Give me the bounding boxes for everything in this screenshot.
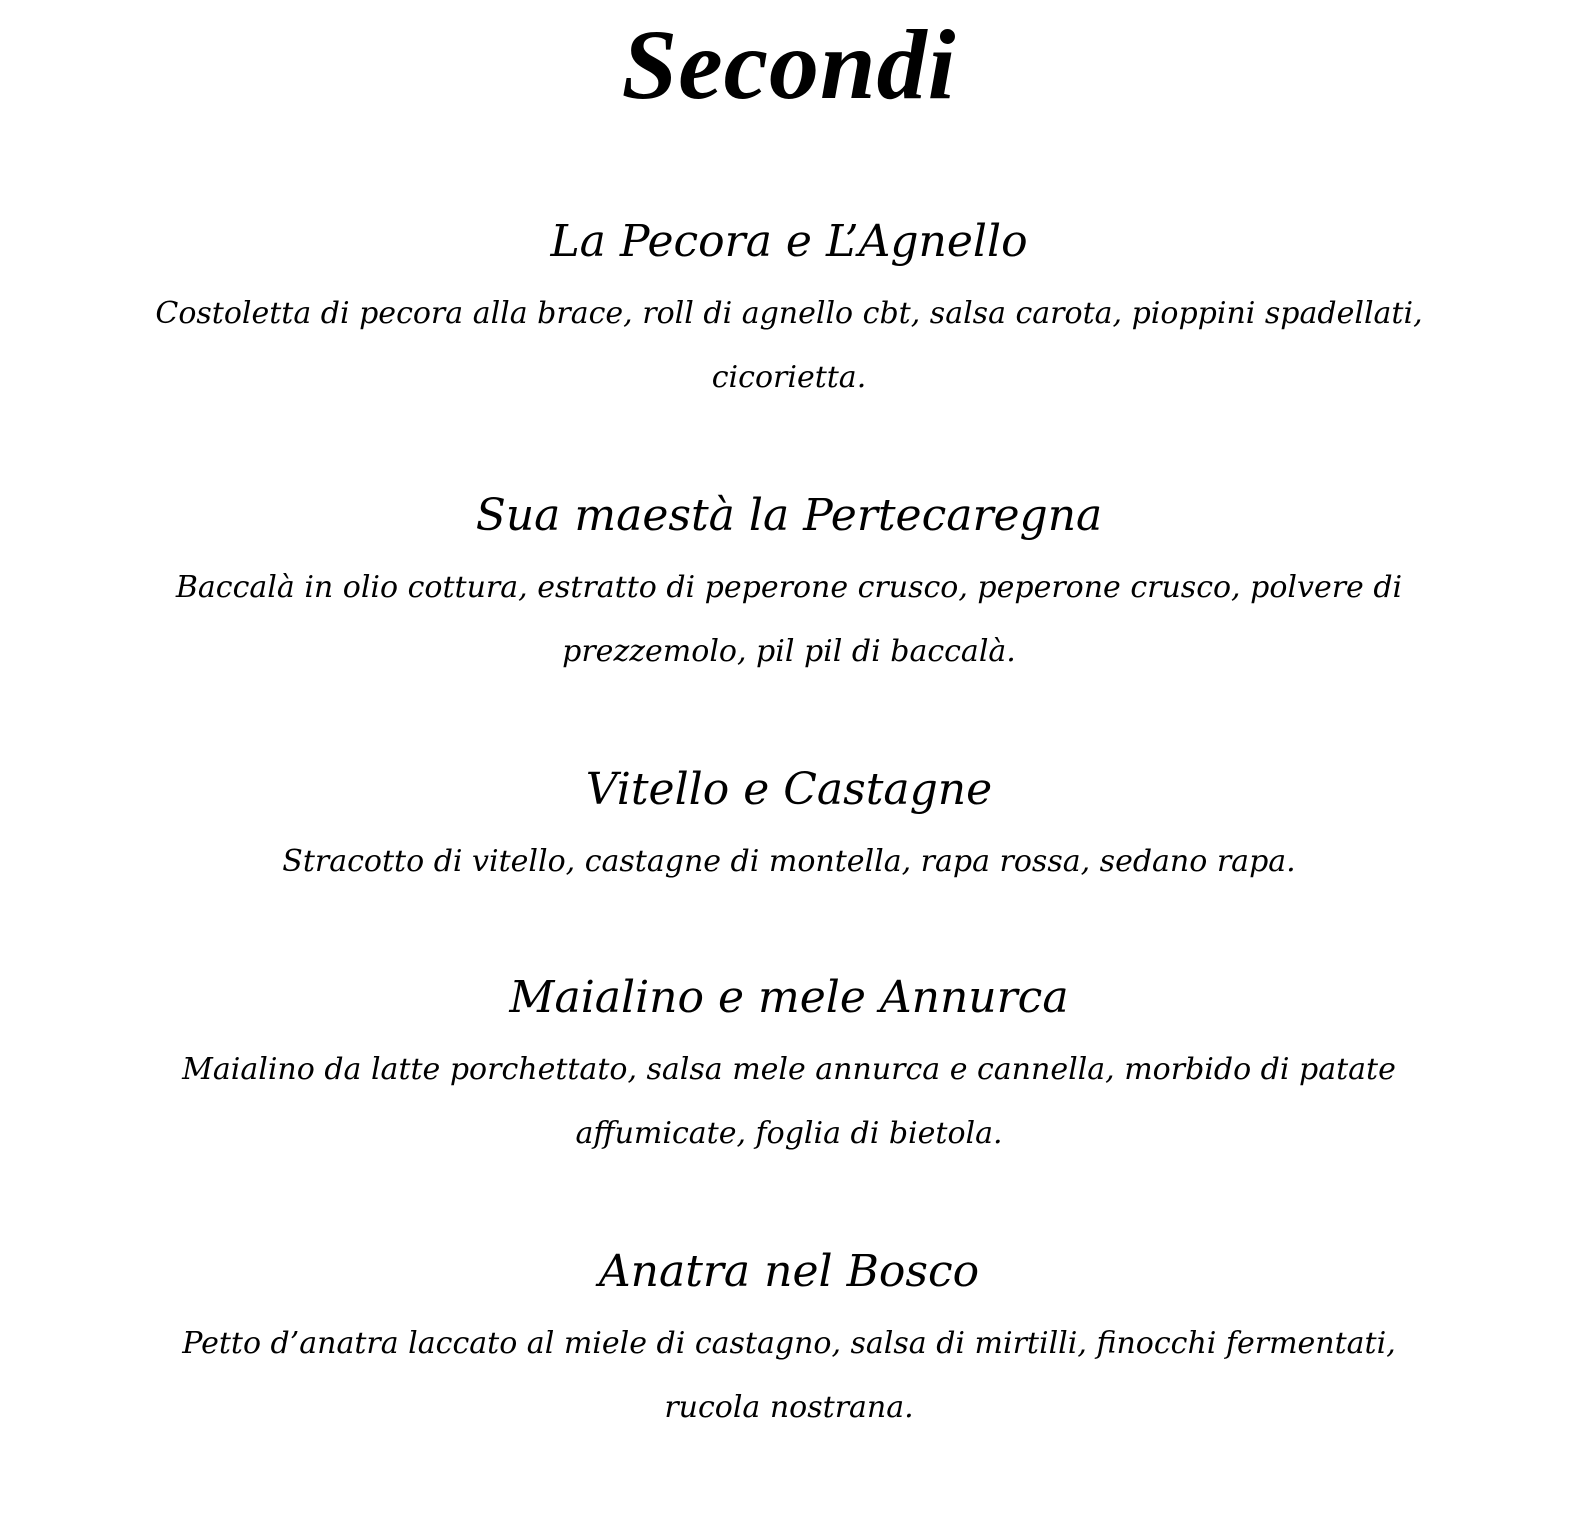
dish-name: Vitello e Castagne: [585, 764, 993, 815]
dish-description: Baccalà in olio cottura, estratto di peperone crusco, peperone crusco, polvere di prezzemolo, pil pil di baccalà.: [175, 570, 1403, 669]
menu-item: [140, 970, 1438, 1166]
menu-item: [140, 488, 1438, 684]
page-title: Secondi: [621, 9, 957, 120]
dish-name: Maialino e mele Annurca: [509, 972, 1069, 1023]
dish-description: Stracotto di vitello, castagne di montella, rapa rossa, sedano rapa.: [282, 844, 1296, 879]
dish-description: Petto d’anatra laccato al miele di castagno, salsa di mirtilli, finocchi fermentati, rucola nostrana.: [182, 1326, 1396, 1425]
dish-description: Costoletta di pecora alla brace, roll di agnello cbt, salsa carota, pioppini spadellati, cicorietta.: [155, 296, 1423, 395]
menu-item: [140, 214, 1438, 410]
dish-name: La Pecora e L’Agnello: [550, 216, 1028, 267]
dish-name: Anatra nel Bosco: [598, 1246, 980, 1297]
dish-description: Maialino da latte porchettato, salsa mele annurca e cannella, morbido di patate affumicate, foglia di bietola.: [182, 1052, 1396, 1151]
menu-item: [140, 762, 1438, 894]
dish-name: Sua maestà la Pertecaregna: [475, 490, 1103, 541]
menu-item: [140, 1244, 1438, 1440]
